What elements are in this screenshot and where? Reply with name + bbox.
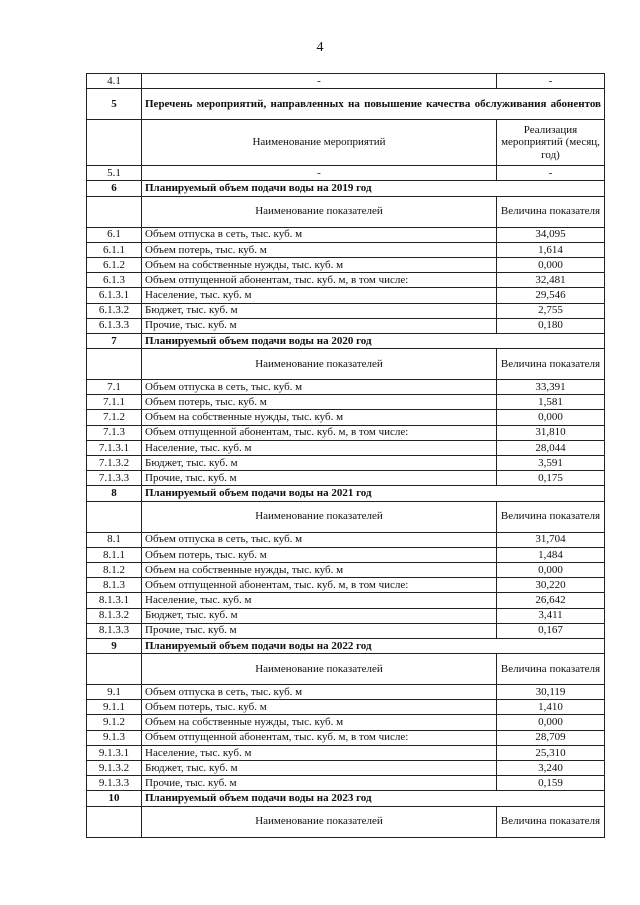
row-name: Объем на собственные нужды, тыс. куб. м xyxy=(142,257,497,272)
row-number: 9.1.3.1 xyxy=(87,745,142,760)
table-row xyxy=(87,242,605,257)
row-value: 26,642 xyxy=(497,593,605,608)
section-number: 8 xyxy=(87,486,142,501)
row-number: 7.1.1 xyxy=(87,395,142,410)
section-row xyxy=(87,791,605,806)
section-title: Планируемый объем подачи воды на 2020 год xyxy=(142,333,605,348)
row-name: Бюджет, тыс. куб. м xyxy=(142,456,497,471)
table-row xyxy=(87,578,605,593)
header-label: Наименование показателей xyxy=(142,501,497,532)
row-number: 7.1.3 xyxy=(87,425,142,440)
row-value: 0,000 xyxy=(497,257,605,272)
row-value: 1,410 xyxy=(497,700,605,715)
section-header-row xyxy=(87,806,605,837)
table-row xyxy=(87,380,605,395)
section-title: Планируемый объем подачи воды на 2023 год xyxy=(142,791,605,806)
row-number: 6.1.3.1 xyxy=(87,288,142,303)
table-row xyxy=(87,730,605,745)
row-number: 6.1 xyxy=(87,227,142,242)
section-number: 9 xyxy=(87,638,142,653)
row-value: 3,591 xyxy=(497,456,605,471)
table-row xyxy=(87,166,605,181)
row-number: 7.1.3.2 xyxy=(87,456,142,471)
row-number: 9.1.2 xyxy=(87,715,142,730)
row-value: 33,391 xyxy=(497,380,605,395)
row-value: - xyxy=(497,166,605,181)
row-value: 0,175 xyxy=(497,471,605,486)
table-row xyxy=(87,700,605,715)
row-number: 9.1.3.2 xyxy=(87,761,142,776)
table-row xyxy=(87,532,605,547)
row-value: 30,220 xyxy=(497,578,605,593)
header-empty-cell xyxy=(87,349,142,380)
header-label: Наименование показателей xyxy=(142,196,497,227)
row-value: 1,581 xyxy=(497,395,605,410)
row-number: 8.1.3 xyxy=(87,578,142,593)
row-value: 29,546 xyxy=(497,288,605,303)
row-number: 7.1 xyxy=(87,380,142,395)
row-name: Объем отпуска в сеть, тыс. куб. м xyxy=(142,227,497,242)
section-header-row xyxy=(87,654,605,685)
row-number: 7.1.2 xyxy=(87,410,142,425)
section-header-row xyxy=(87,349,605,380)
header-value: Величина показателя xyxy=(497,806,605,837)
table-row xyxy=(87,227,605,242)
row-name: Объем на собственные нужды, тыс. куб. м xyxy=(142,715,497,730)
section-number: 5 xyxy=(87,89,142,120)
row-name: Объем отпуска в сеть, тыс. куб. м xyxy=(142,685,497,700)
header-value: Величина показателя xyxy=(497,654,605,685)
row-name: Прочие, тыс. куб. м xyxy=(142,318,497,333)
row-name: Объем на собственные нужды, тыс. куб. м xyxy=(142,562,497,577)
table-row xyxy=(87,761,605,776)
row-name: Объем отпущенной абонентам, тыс. куб. м, в том числе: xyxy=(142,730,497,745)
header-empty-cell xyxy=(87,196,142,227)
row-name: Объем потерь, тыс. куб. м xyxy=(142,700,497,715)
section-title: Перечень мероприятий, направленных на повышение качества обслуживания абонентов xyxy=(142,89,605,120)
row-name: Бюджет, тыс. куб. м xyxy=(142,303,497,318)
table-row xyxy=(87,685,605,700)
header-label: Наименование показателей xyxy=(142,349,497,380)
row-number: 9.1.1 xyxy=(87,700,142,715)
header-empty-cell xyxy=(87,501,142,532)
table-row xyxy=(87,745,605,760)
header-value: Величина показателя xyxy=(497,349,605,380)
row-value: 0,000 xyxy=(497,410,605,425)
row-name: Население, тыс. куб. м xyxy=(142,745,497,760)
table-row xyxy=(87,547,605,562)
table-row xyxy=(87,440,605,455)
section-title: Планируемый объем подачи воды на 2021 год xyxy=(142,486,605,501)
row-value: 2,755 xyxy=(497,303,605,318)
row-name: Бюджет, тыс. куб. м xyxy=(142,608,497,623)
row-number: 5.1 xyxy=(87,166,142,181)
table-row xyxy=(87,318,605,333)
row-value: 1,614 xyxy=(497,242,605,257)
row-number: 7.1.3.1 xyxy=(87,440,142,455)
row-value: 0,000 xyxy=(497,562,605,577)
row-value: 0,167 xyxy=(497,623,605,638)
row-number: 6.1.3.2 xyxy=(87,303,142,318)
row-name: Объем потерь, тыс. куб. м xyxy=(142,242,497,257)
row-name: Бюджет, тыс. куб. м xyxy=(142,761,497,776)
row-number: 6.1.3 xyxy=(87,273,142,288)
section-header-row xyxy=(87,120,605,166)
row-name: Население, тыс. куб. м xyxy=(142,288,497,303)
section-row xyxy=(87,333,605,348)
row-name: Прочие, тыс. куб. м xyxy=(142,471,497,486)
row-name: Прочие, тыс. куб. м xyxy=(142,776,497,791)
table-row xyxy=(87,776,605,791)
table-row xyxy=(87,74,605,89)
table-row xyxy=(87,715,605,730)
table-row xyxy=(87,395,605,410)
header-value: Реализация мероприятий (месяц, год) xyxy=(497,120,605,166)
row-value: 31,704 xyxy=(497,532,605,547)
section-title: Планируемый объем подачи воды на 2022 год xyxy=(142,638,605,653)
row-number: 8.1.3.3 xyxy=(87,623,142,638)
row-value: 25,310 xyxy=(497,745,605,760)
table-row xyxy=(87,273,605,288)
row-name: Прочие, тыс. куб. м xyxy=(142,623,497,638)
table-body xyxy=(87,74,605,838)
section-row xyxy=(87,181,605,196)
page-number: 4 xyxy=(316,40,324,55)
row-value: 28,709 xyxy=(497,730,605,745)
section-row xyxy=(87,486,605,501)
row-number: 8.1.1 xyxy=(87,547,142,562)
row-number: 8.1 xyxy=(87,532,142,547)
row-value: 0,180 xyxy=(497,318,605,333)
row-value: 3,240 xyxy=(497,761,605,776)
row-number: 9.1.3 xyxy=(87,730,142,745)
row-number: 9.1.3.3 xyxy=(87,776,142,791)
row-value: 1,484 xyxy=(497,547,605,562)
row-value: 32,481 xyxy=(497,273,605,288)
table-row xyxy=(87,593,605,608)
table-row xyxy=(87,257,605,272)
row-number: 6.1.3.3 xyxy=(87,318,142,333)
row-number: 6.1.1 xyxy=(87,242,142,257)
row-number: 4.1 xyxy=(87,74,142,89)
table-row xyxy=(87,410,605,425)
row-value: - xyxy=(497,74,605,89)
row-value: 0,159 xyxy=(497,776,605,791)
header-value: Величина показателя xyxy=(497,196,605,227)
row-name: Объем потерь, тыс. куб. м xyxy=(142,395,497,410)
section-number: 7 xyxy=(87,333,142,348)
section-header-row xyxy=(87,196,605,227)
header-empty-cell xyxy=(87,120,142,166)
row-value: 34,095 xyxy=(497,227,605,242)
section-number: 10 xyxy=(87,791,142,806)
row-name: - xyxy=(142,74,497,89)
row-name: Объем отпущенной абонентам, тыс. куб. м, в том числе: xyxy=(142,578,497,593)
table-row xyxy=(87,456,605,471)
table-row xyxy=(87,562,605,577)
section-number: 6 xyxy=(87,181,142,196)
table-row xyxy=(87,303,605,318)
row-value: 30,119 xyxy=(497,685,605,700)
header-label: Наименование показателей xyxy=(142,806,497,837)
header-label: Наименование показателей xyxy=(142,654,497,685)
row-number: 7.1.3.3 xyxy=(87,471,142,486)
section-header-row xyxy=(87,501,605,532)
row-name: Объем отпуска в сеть, тыс. куб. м xyxy=(142,380,497,395)
row-name: Объем отпущенной абонентам, тыс. куб. м, в том числе: xyxy=(142,425,497,440)
header-label: Наименование мероприятий xyxy=(142,120,497,166)
row-value: 0,000 xyxy=(497,715,605,730)
header-empty-cell xyxy=(87,806,142,837)
row-name: Объем потерь, тыс. куб. м xyxy=(142,547,497,562)
section-row xyxy=(87,638,605,653)
row-name: Объем отпуска в сеть, тыс. куб. м xyxy=(142,532,497,547)
row-number: 8.1.2 xyxy=(87,562,142,577)
table-row xyxy=(87,623,605,638)
table-row xyxy=(87,471,605,486)
section-title: Планируемый объем подачи воды на 2019 год xyxy=(142,181,605,196)
row-name: Объем на собственные нужды, тыс. куб. м xyxy=(142,410,497,425)
table-row xyxy=(87,288,605,303)
row-value: 31,810 xyxy=(497,425,605,440)
table-row xyxy=(87,608,605,623)
row-number: 9.1 xyxy=(87,685,142,700)
row-value: 28,044 xyxy=(497,440,605,455)
row-name: Население, тыс. куб. м xyxy=(142,593,497,608)
row-name: Объем отпущенной абонентам, тыс. куб. м, в том числе: xyxy=(142,273,497,288)
water-supply-table xyxy=(86,73,605,838)
row-value: 3,411 xyxy=(497,608,605,623)
row-number: 6.1.2 xyxy=(87,257,142,272)
row-name: Население, тыс. куб. м xyxy=(142,440,497,455)
row-number: 8.1.3.2 xyxy=(87,608,142,623)
row-name: - xyxy=(142,166,497,181)
table-row xyxy=(87,425,605,440)
row-number: 8.1.3.1 xyxy=(87,593,142,608)
header-value: Величина показателя xyxy=(497,501,605,532)
section-row xyxy=(87,89,605,120)
header-empty-cell xyxy=(87,654,142,685)
